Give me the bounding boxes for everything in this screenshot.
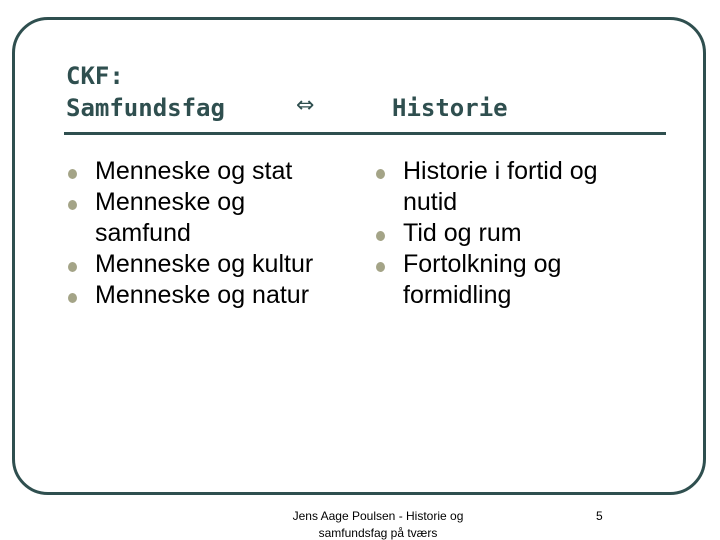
list-item [374,249,618,311]
bullet-icon [68,200,77,210]
list-item [66,280,356,311]
title-line-1: CKF: [66,62,124,90]
title-right: Historie [392,94,508,122]
title-divider [64,132,666,135]
bullet-icon [68,262,77,272]
list-item [66,187,295,249]
list-item [374,218,664,249]
list-item-text: Tid og rum [403,219,522,247]
list-item-text: Menneske og kultur [95,250,314,278]
list-item-text: Menneske og stat [95,157,293,185]
list-item-text: Historie i fortid og nutid [403,157,598,216]
list-item-text: Menneske og samfund [95,188,246,247]
list-item-text: Fortolkning og formidling [403,250,562,309]
list-item [374,156,658,218]
list-item-text: Menneske og natur [95,281,310,309]
bullet-icon [376,231,385,241]
bullet-icon [68,293,77,303]
list-item [66,249,356,280]
list-item [66,156,356,187]
bullet-icon [376,169,385,179]
page-number: 5 [596,509,603,523]
left-bullet-list [66,156,356,311]
slide-title [66,60,225,124]
right-bullet-list [374,156,664,311]
title-line-2: Samfundsfag [66,94,225,122]
double-arrow-icon: ⇔ [296,93,315,118]
footer-text: Jens Aage Poulsen - Historie og samfundsfag på tværs [292,509,464,540]
bullet-icon [68,169,77,179]
bullet-icon [376,262,385,272]
